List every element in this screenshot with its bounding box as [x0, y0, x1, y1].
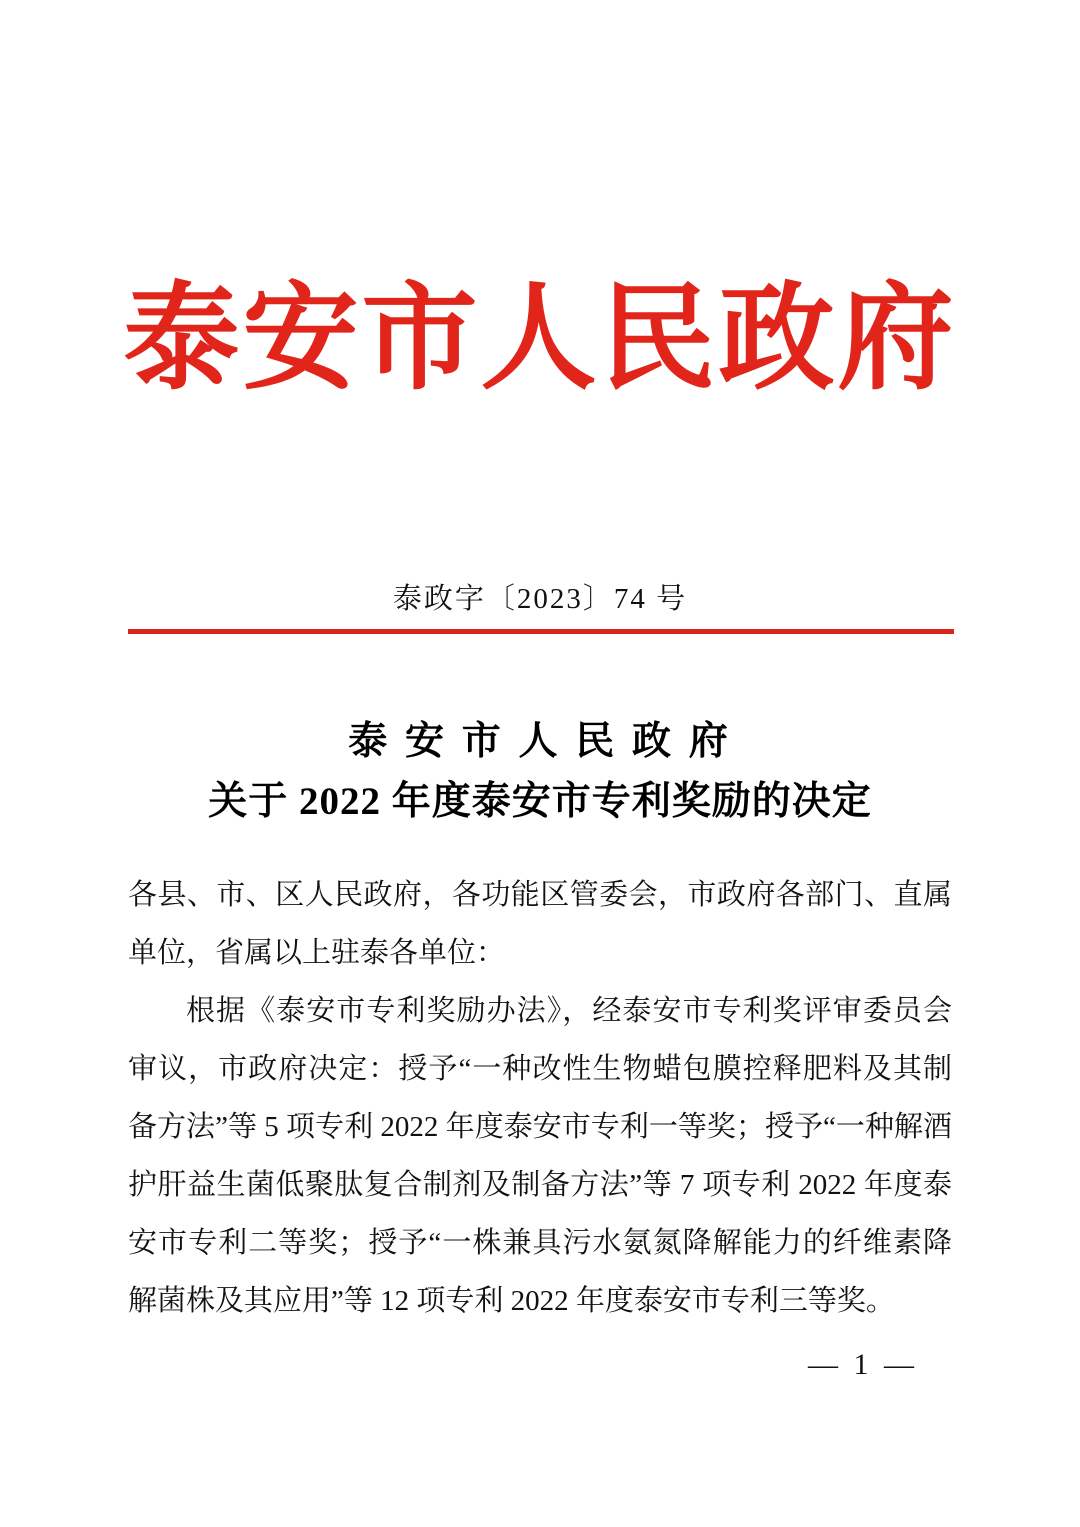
document-body [128, 866, 952, 1330]
letterhead-title: 泰安市人民政府 [123, 276, 957, 404]
document-title-line1: 泰 安 市 人 民 政 府 [348, 720, 732, 763]
body-paragraph-decision: 根据《泰安市专利奖励办法》，经泰安市专利奖评审委员会审议，市政府决定：授予“一种改性生物蜡包膜控释肥料及其制备方法”等 5 项专利 2022 年度泰安市专利一等奖；授予“一种解酒护肝益生菌低聚肽复合制剂及制备方法”等 7 项专利 2022 年度泰安市专利二等奖；授予“一株兼具污水氨氮降解能力的纤维素降解菌株及其应用”等 12 项专利 2022 年度泰安市专利三等奖。 [128, 995, 952, 1317]
document-number: 泰政字〔2023〕74 号 [392, 583, 688, 615]
document-title-line2: 关于 2022 年度泰安市专利奖励的决定 [208, 780, 872, 823]
letterhead-divider-rule [128, 629, 954, 634]
body-paragraph-salutation: 各县、市、区人民政府，各功能区管委会，市政府各部门、直属单位，省属以上驻泰各单位： [128, 879, 952, 969]
page-number: — 1 — [808, 1348, 918, 1381]
